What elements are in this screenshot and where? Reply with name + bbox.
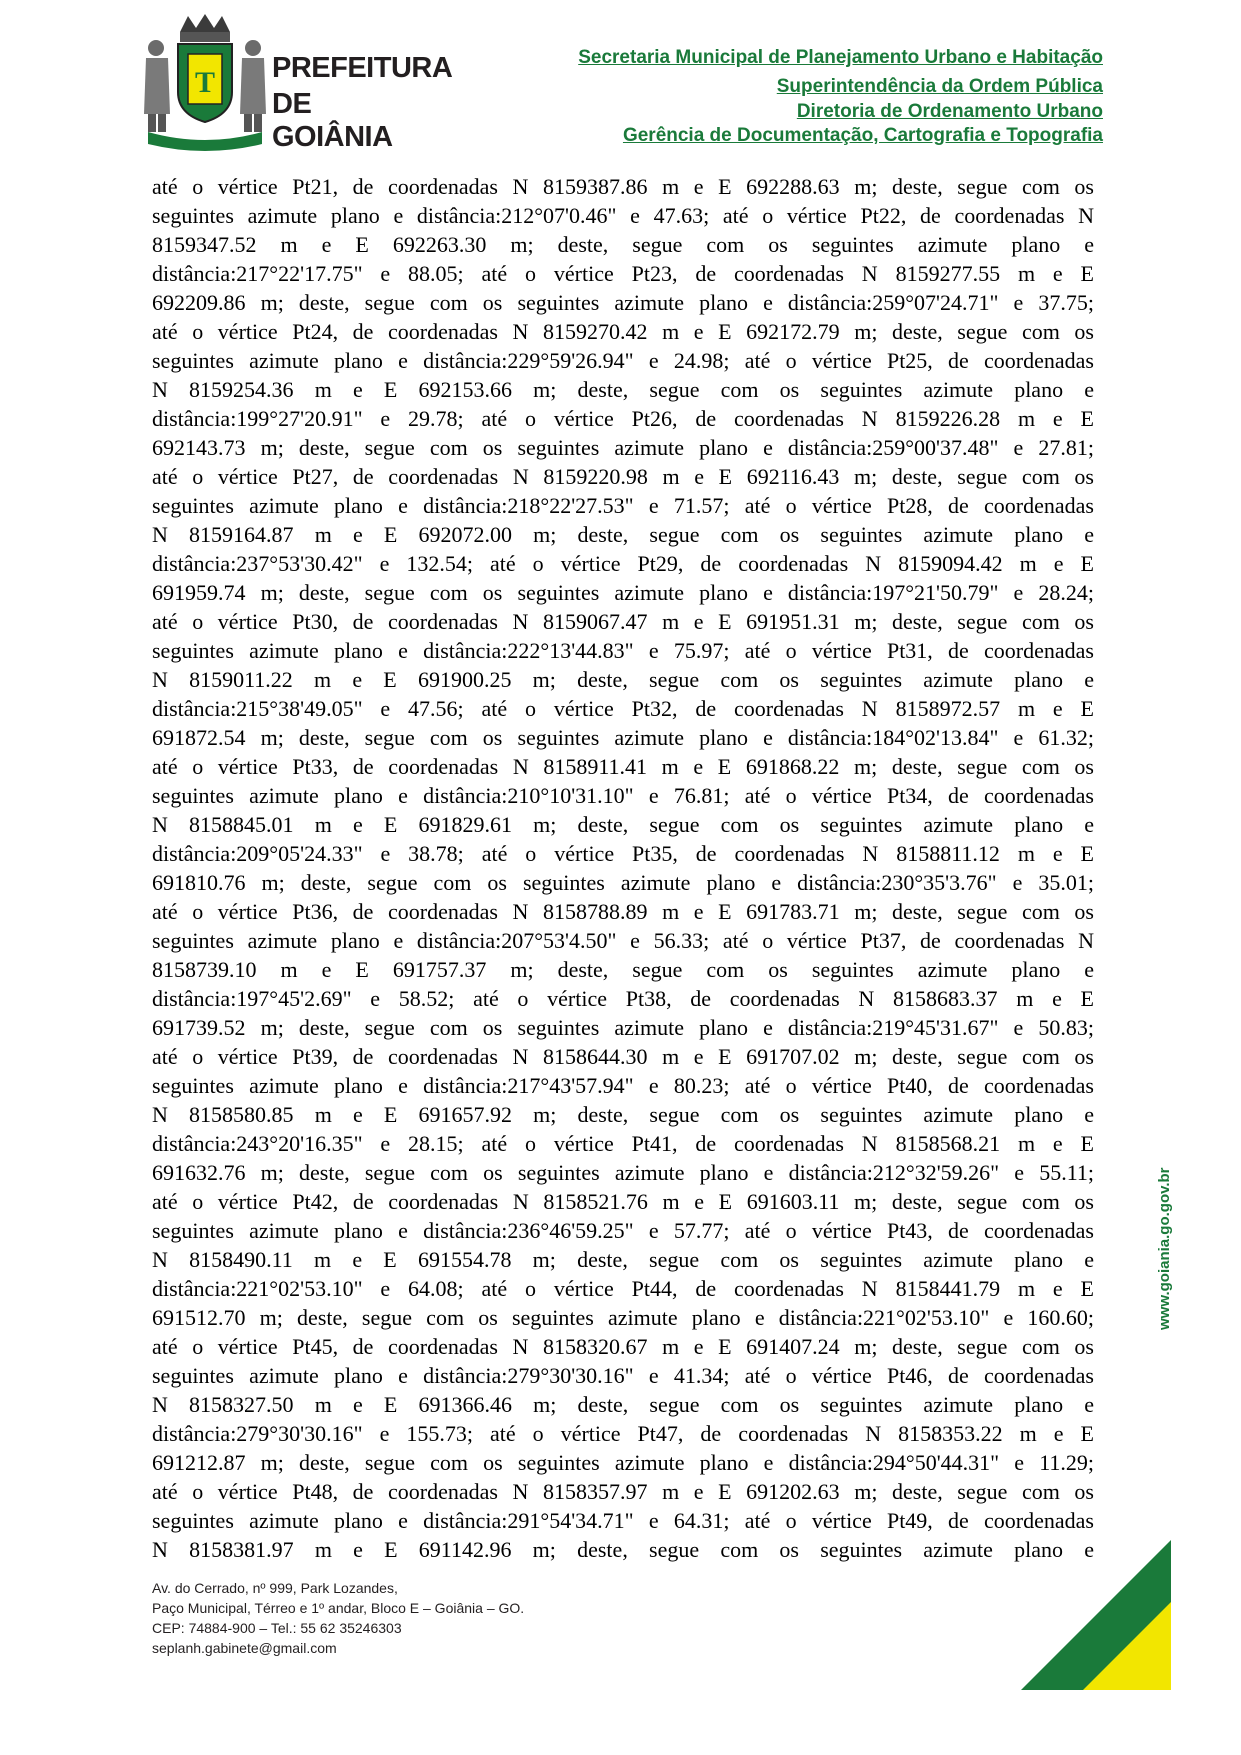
body-line: até o vértice Pt36, de coordenadas N 8158788.89 m e E 691783.71 m; deste, segue com os: [152, 899, 1094, 924]
body-line: distância:243°20'16.35" e 28.15; até o vértice Pt41, de coordenadas N 8158568.21 m e E: [152, 1131, 1094, 1156]
brand-line-2: DE GOIÂNIA: [272, 88, 393, 153]
body-line: até o vértice Pt30, de coordenadas N 8159067.47 m e E 691951.31 m; deste, segue com os: [152, 609, 1094, 634]
body-line: distância:221°02'53.10" e 64.08; até o vértice Pt44, de coordenadas N 8158441.79 m e E: [152, 1276, 1094, 1301]
body-line: seguintes azimute plano e distância:210°10'31.10" e 76.81; até o vértice Pt34, de coordenadas: [152, 783, 1094, 808]
body-line: seguintes azimute plano e distância:236°46'59.25" e 57.77; até o vértice Pt43, de coordenadas: [152, 1218, 1094, 1243]
body-line: até o vértice Pt48, de coordenadas N 8158357.97 m e E 691202.63 m; deste, segue com os: [152, 1479, 1094, 1504]
body-line: N 8158327.50 m e E 691366.46 m; deste, segue com os seguintes azimute plano e: [152, 1392, 1094, 1417]
body-line: distância:215°38'49.05" e 47.56; até o vértice Pt32, de coordenadas N 8158972.57 m e E: [152, 696, 1094, 721]
body-line: N 8159164.87 m e E 692072.00 m; deste, segue com os seguintes azimute plano e: [152, 522, 1094, 547]
body-line: seguintes azimute plano e distância:207°53'4.50" e 56.33; até o vértice Pt37, de coordenadas N: [152, 928, 1094, 953]
body-line: 691810.76 m; deste, segue com os seguintes azimute plano e distância:230°35'3.76" e 35.01;: [152, 870, 1094, 895]
department-secretaria: Secretaria Municipal de Planejamento Urbano e Habitação: [578, 47, 1103, 68]
body-line: 8159347.52 m e E 692263.30 m; deste, segue com os seguintes azimute plano e: [152, 232, 1094, 257]
body-line: distância:237°53'30.42" e 132.54; até o vértice Pt29, de coordenadas N 8159094.42 m e E: [152, 551, 1094, 576]
body-line: N 8159254.36 m e E 692153.66 m; deste, segue com os seguintes azimute plano e: [152, 377, 1094, 402]
body-line: seguintes azimute plano e distância:218°22'27.53" e 71.57; até o vértice Pt28, de coordenadas: [152, 493, 1094, 518]
body-line: seguintes azimute plano e distância:279°30'30.16" e 41.34; até o vértice Pt46, de coordenadas: [152, 1363, 1094, 1388]
body-line: distância:279°30'30.16" e 155.73; até o vértice Pt47, de coordenadas N 8158353.22 m e E: [152, 1421, 1094, 1446]
department-gerencia: Gerência de Documentação, Cartografia e Topografia: [622, 125, 1103, 146]
body-line: até o vértice Pt39, de coordenadas N 8158644.30 m e E 691707.02 m; deste, segue com os: [152, 1044, 1094, 1069]
body-line: até o vértice Pt42, de coordenadas N 8158521.76 m e E 691603.11 m; deste, segue com os: [152, 1189, 1094, 1214]
body-line: 8158739.10 m e E 691757.37 m; deste, segue com os seguintes azimute plano e: [152, 957, 1094, 982]
body-line: até o vértice Pt33, de coordenadas N 8158911.41 m e E 691868.22 m; deste, segue com os: [152, 754, 1094, 779]
website-url: www.goiania.go.gov.br: [1156, 1167, 1173, 1330]
body-line: até o vértice Pt24, de coordenadas N 8159270.42 m e E 692172.79 m; deste, segue com os: [152, 319, 1094, 344]
body-line: 691739.52 m; deste, segue com os seguintes azimute plano e distância:219°45'31.67" e 50.83;: [152, 1015, 1094, 1040]
address-line-3: CEP: 74884-900 – Tel.: 55 62 35246303: [152, 1620, 402, 1636]
corner-decoration-icon: [1021, 1540, 1171, 1690]
brand-line-1: PREFEITURA: [272, 52, 453, 84]
body-line: distância:209°05'24.33" e 38.78; até o vértice Pt35, de coordenadas N 8158811.12 m e E: [152, 841, 1094, 866]
body-line: até o vértice Pt21, de coordenadas N 8159387.86 m e E 692288.63 m; deste, segue com os: [152, 174, 1094, 199]
address-line-1: Av. do Cerrado, nº 999, Park Lozandes,: [152, 1580, 398, 1596]
body-line: distância:197°45'2.69" e 58.52; até o vértice Pt38, de coordenadas N 8158683.37 m e E: [152, 986, 1094, 1011]
body-line: seguintes azimute plano e distância:217°43'57.94" e 80.23; até o vértice Pt40, de coordenadas: [152, 1073, 1094, 1098]
body-line: 691512.70 m; deste, segue com os seguintes azimute plano e distância:221°02'53.10" e 160.60;: [152, 1305, 1094, 1330]
email-address: seplanh.gabinete@gmail.com: [152, 1640, 337, 1656]
body-line: 691632.76 m; deste, segue com os seguintes azimute plano e distância:212°32'59.26" e 55.11;: [152, 1160, 1094, 1185]
document-body: [152, 172, 1094, 1564]
department-superintendencia: Superintendência da Ordem Pública: [776, 76, 1103, 97]
body-line: distância:217°22'17.75" e 88.05; até o vértice Pt23, de coordenadas N 8159277.55 m e E: [152, 261, 1094, 286]
address-line-2: Paço Municipal, Térreo e 1º andar, Bloco E – Goiânia – GO.: [152, 1600, 525, 1616]
svg-text:T: T: [194, 66, 216, 99]
body-line: 692209.86 m; deste, segue com os seguintes azimute plano e distância:259°07'24.71" e 37.75;: [152, 290, 1094, 315]
body-line: até o vértice Pt27, de coordenadas N 8159220.98 m e E 692116.43 m; deste, segue com os: [152, 464, 1094, 489]
body-line: N 8158845.01 m e E 691829.61 m; deste, segue com os seguintes azimute plano e: [152, 812, 1094, 837]
body-line: 691872.54 m; deste, segue com os seguintes azimute plano e distância:184°02'13.84" e 61.32;: [152, 725, 1094, 750]
body-line: seguintes azimute plano e distância:229°59'26.94" e 24.98; até o vértice Pt25, de coordenadas: [152, 348, 1094, 373]
department-diretoria: Diretoria de Ordenamento Urbano: [796, 101, 1103, 122]
body-line: N 8158580.85 m e E 691657.92 m; deste, segue com os seguintes azimute plano e: [152, 1102, 1094, 1127]
body-line: N 8159011.22 m e E 691900.25 m; deste, segue com os seguintes azimute plano e: [152, 667, 1094, 692]
body-line: até o vértice Pt45, de coordenadas N 8158320.67 m e E 691407.24 m; deste, segue com os: [152, 1334, 1094, 1359]
body-line: 691212.87 m; deste, segue com os seguintes azimute plano e distância:294°50'44.31" e 11.29;: [152, 1450, 1094, 1475]
body-line: 692143.73 m; deste, segue com os seguintes azimute plano e distância:259°00'37.48" e 27.81;: [152, 435, 1094, 460]
body-line: seguintes azimute plano e distância:212°07'0.46" e 47.63; até o vértice Pt22, de coordenadas N: [152, 203, 1094, 228]
body-line: 691959.74 m; deste, segue com os seguintes azimute plano e distância:197°21'50.79" e 28.24;: [152, 580, 1094, 605]
body-line: N 8158490.11 m e E 691554.78 m; deste, segue com os seguintes azimute plano e: [152, 1247, 1094, 1272]
body-line: N 8158381.97 m e E 691142.96 m; deste, segue com os seguintes azimute plano e: [152, 1537, 1094, 1562]
coat-of-arms-icon: [140, 14, 270, 156]
footer-address: [152, 1578, 524, 1658]
body-line: distância:199°27'20.91" e 29.78; até o vértice Pt26, de coordenadas N 8159226.28 m e E: [152, 406, 1094, 431]
body-line: seguintes azimute plano e distância:222°13'44.83" e 75.97; até o vértice Pt31, de coordenadas: [152, 638, 1094, 663]
city-logo: [140, 14, 453, 156]
body-line: seguintes azimute plano e distância:291°54'34.71" e 64.31; até o vértice Pt49, de coordenadas: [152, 1508, 1094, 1533]
